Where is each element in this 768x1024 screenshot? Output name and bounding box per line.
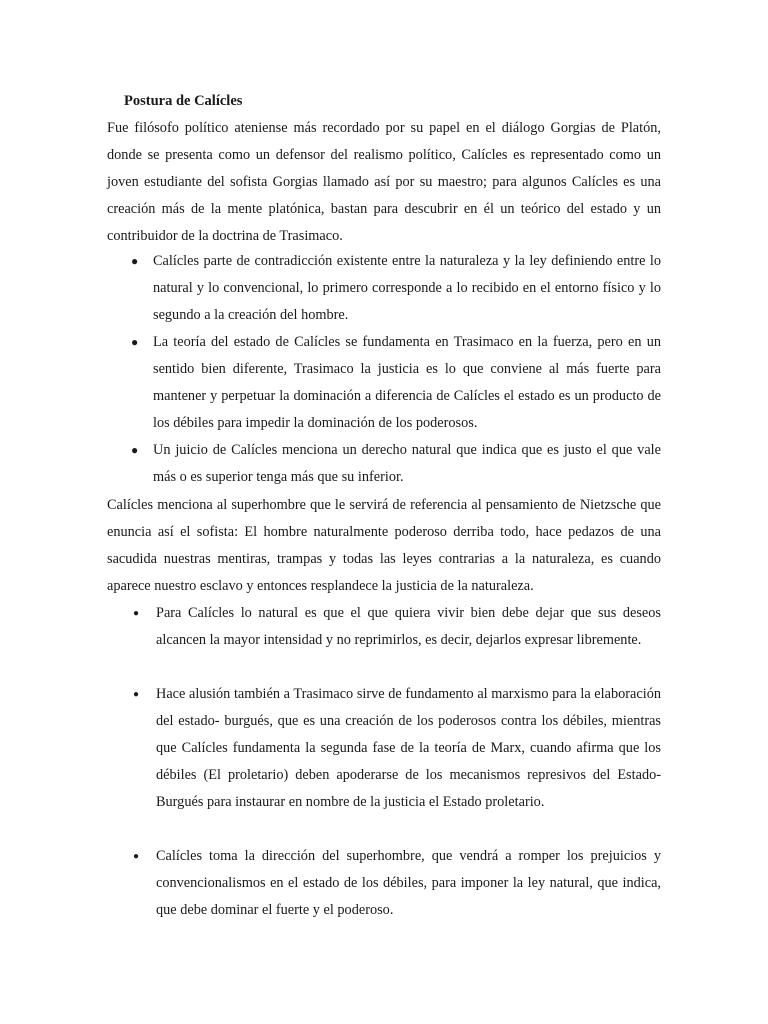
list-item-text: Un juicio de Calícles menciona un derecho natural que indica que es justo el que vale más o es superior tenga más que su inferior. (153, 442, 661, 485)
list-item-text: Calícles toma la dirección del superhombre, que vendrá a romper los prejuicios y convencionalismos en el estado de los débiles, para imponer la ley natural, que indica, que debe dominar el fuerte y el poderoso. (156, 848, 661, 918)
list-item-text: La teoría del estado de Calícles se fundamenta en Trasimaco en la fuerza, pero en un sentido bien diferente, Trasimaco la justicia es lo que conviene al más fuerte para mantener y perpetuar la dominación a diferencia de Calícles el estado es un producto de los débiles para impedir la dominación de los poderosos. (153, 334, 661, 431)
list-item-text: Hace alusión también a Trasimaco sirve de fundamento al marxismo para la elaboración del estado- burgués, que es una creación de los poderosos contra los débiles, mientras que Calícles fundamenta la segunda fase de la teoría de Marx, cuando afirma que los débiles (El proletario) deben apoderarse de los mecanismos represivos del Estado-Burgués para instaurar en nombre de la justicia el Estado proletario. (156, 686, 661, 810)
bullet-icon: ● (133, 608, 140, 619)
bullet-icon: ● (133, 851, 140, 862)
bullet-icon: ● (133, 689, 140, 700)
list-item (131, 248, 661, 329)
bullet-list-2 (133, 600, 661, 924)
bullet-icon: ● (131, 443, 139, 457)
list-item-text: Calícles parte de contradicción existente entre la naturaleza y la ley definiendo entre lo natural y lo convencional, lo primero corresponde a lo recibido en el entorno físico y lo segundo a la creación del hombre. (153, 253, 661, 323)
bullet-list-1 (131, 248, 661, 491)
list-item-text: Para Calícles lo natural es que el que quiera vivir bien debe dejar que sus deseos alcancen la mayor intensidad y no reprimirlos, es decir, dejarlos expresar libremente. (156, 605, 661, 648)
list-item (133, 600, 661, 654)
list-item (133, 681, 661, 816)
bullet-icon: ● (131, 254, 139, 268)
section-title: Postura de Calícles (124, 93, 243, 109)
list-item (131, 329, 661, 437)
bullet-icon: ● (131, 335, 139, 349)
list-item (133, 843, 661, 924)
list-item (131, 437, 661, 491)
superhombre-paragraph: Calícles menciona al superhombre que le servirá de referencia al pensamiento de Nietzsche que enuncia así el sofista: El hombre naturalmente poderoso derriba todo, hace pedazos de una sacudida nuestras mentiras, trampas y todas las leyes contrarias a la naturaleza, es cuando aparece nuestro esclavo y entonces resplandece la justicia de la naturaleza. (107, 497, 661, 594)
intro-paragraph: Fue filósofo político ateniense más recordado por su papel en el diálogo Gorgias de Platón, donde se presenta como un defensor del realismo político, Calícles es representado como un joven estudiante del sofista Gorgias llamado así por su maestro; para algunos Calícles es una creación más de la mente platónica, bastan para descubrir en él un teórico del estado y un contribuidor de la doctrina de Trasimaco. (107, 120, 661, 244)
